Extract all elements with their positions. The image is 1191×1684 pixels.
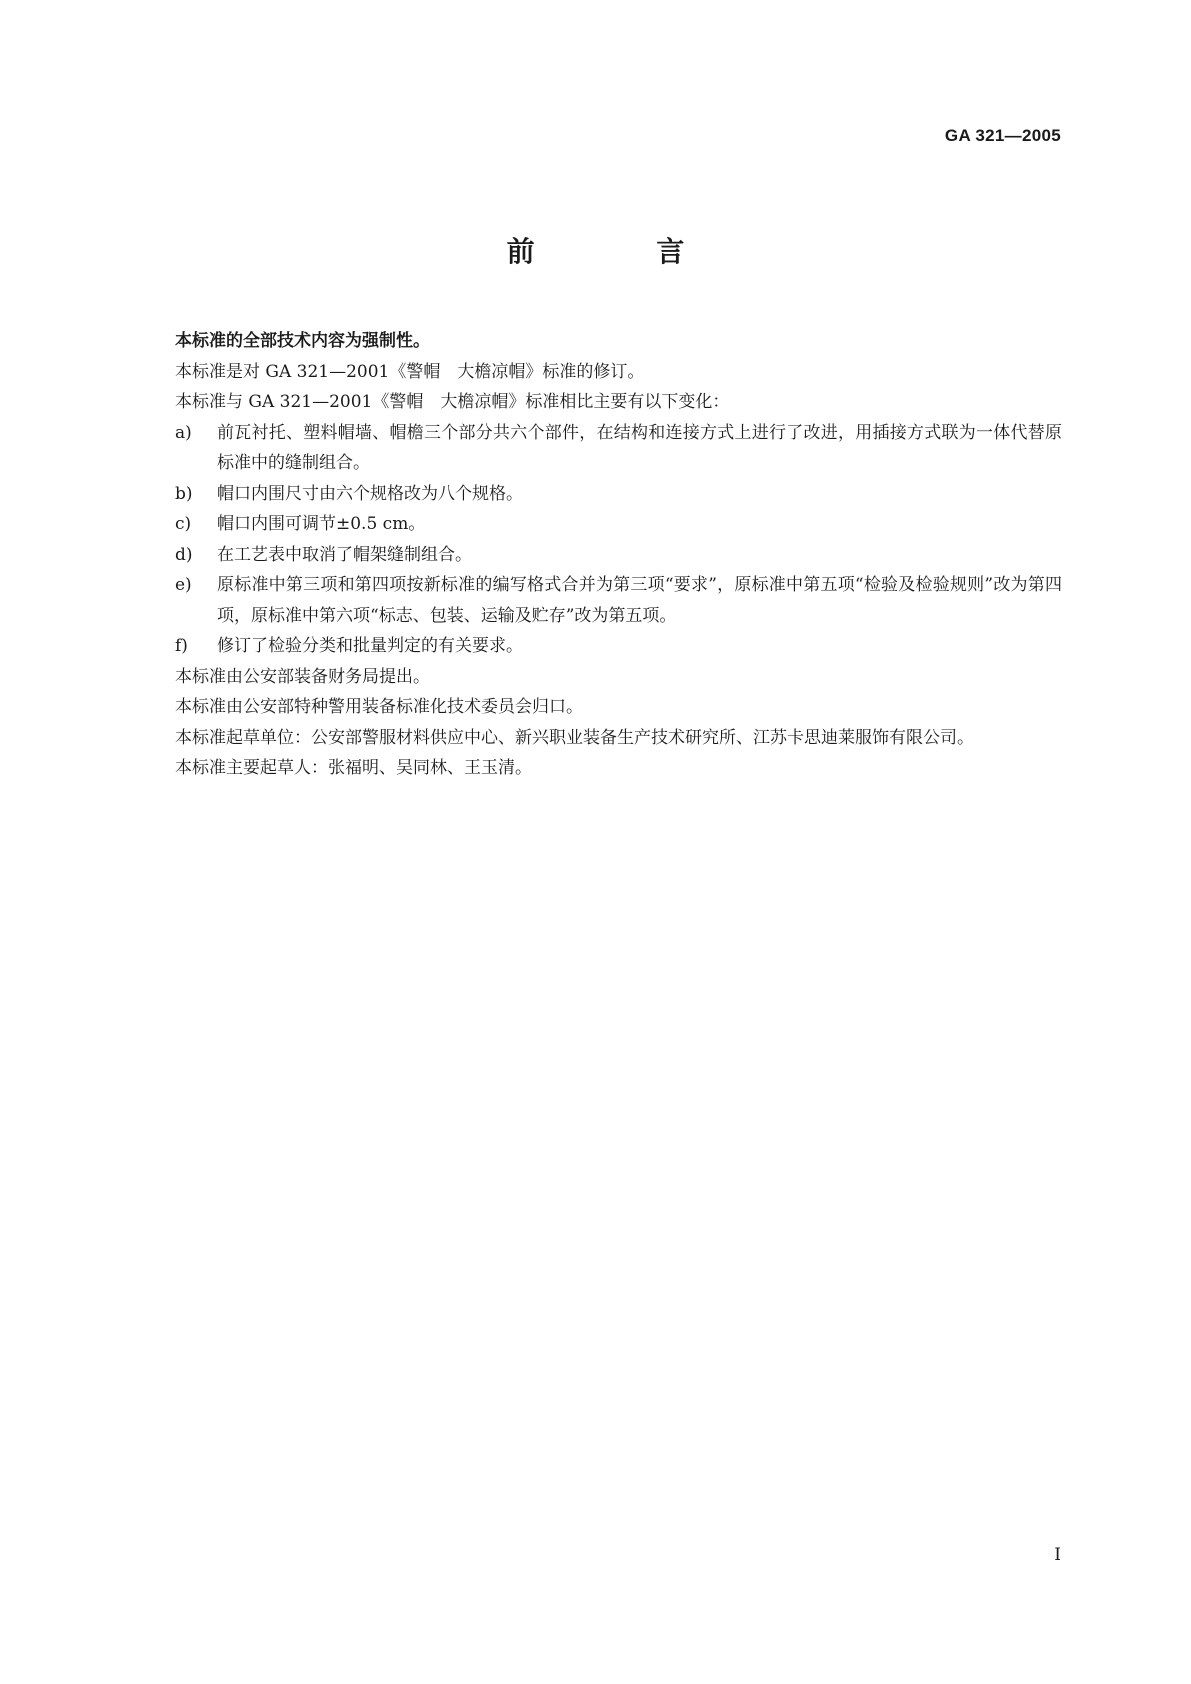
list-item-text: 前瓦衬托、塑料帽墙、帽檐三个部分共六个部件，在结构和连接方式上进行了改进，用插接方式联为一体代替原标准中的缝制组合。 — [217, 422, 1062, 473]
list-marker: f) — [175, 636, 188, 656]
drafting-units: 本标准起草单位：公安部警服材料供应中心、新兴职业装备生产技术研究所、江苏卡思迪莱服饰有限公司。 — [175, 727, 974, 748]
committee-statement: 本标准由公安部特种警用装备标准化技术委员会归口。 — [175, 697, 583, 717]
page-number: I — [1054, 1545, 1061, 1565]
list-marker: b) — [175, 483, 193, 504]
list-item-text: 修订了检验分类和批量判定的有关要求。 — [217, 636, 523, 656]
revision-statement: 本标准是对 GA 321—2001《警帽 大檐凉帽》标准的修订。 — [175, 361, 645, 382]
proposer-statement: 本标准由公安部装备财务局提出。 — [175, 666, 430, 687]
foreword-body — [133, 326, 1062, 784]
change-item-a — [133, 418, 1062, 479]
list-item-text: 在工艺表中取消了帽架缝制组合。 — [217, 544, 472, 565]
change-item-f — [133, 631, 1062, 662]
change-item-c — [133, 509, 1062, 540]
list-item-text: 原标准中第三项和第四项按新标准的编写格式合并为第三项“要求”，原标准中第五项“检验及检验规则”改为第四项，原标准中第六项“标志、包装、运输及贮存”改为第五项。 — [217, 575, 1062, 626]
list-marker: c) — [175, 514, 192, 534]
list-marker: a) — [175, 422, 192, 443]
change-item-d — [133, 540, 1062, 571]
list-item-text: 帽口内围可调节±0.5 cm。 — [217, 514, 426, 534]
changes-intro: 本标准与 GA 321—2001《警帽 大檐凉帽》标准相比主要有以下变化： — [175, 392, 730, 412]
standard-code: GA 321—2005 — [944, 126, 1061, 145]
mandatory-statement: 本标准的全部技术内容为强制性。 — [175, 331, 430, 351]
change-item-b — [133, 479, 1062, 510]
main-drafters: 本标准主要起草人：张福明、吴同林、王玉清。 — [175, 758, 532, 778]
list-marker: d) — [175, 544, 193, 565]
list-item-text: 帽口内围尺寸由六个规格改为八个规格。 — [217, 483, 523, 504]
list-marker: e) — [175, 575, 192, 595]
page-title: 前 言 — [506, 235, 741, 268]
change-item-e — [133, 570, 1062, 631]
